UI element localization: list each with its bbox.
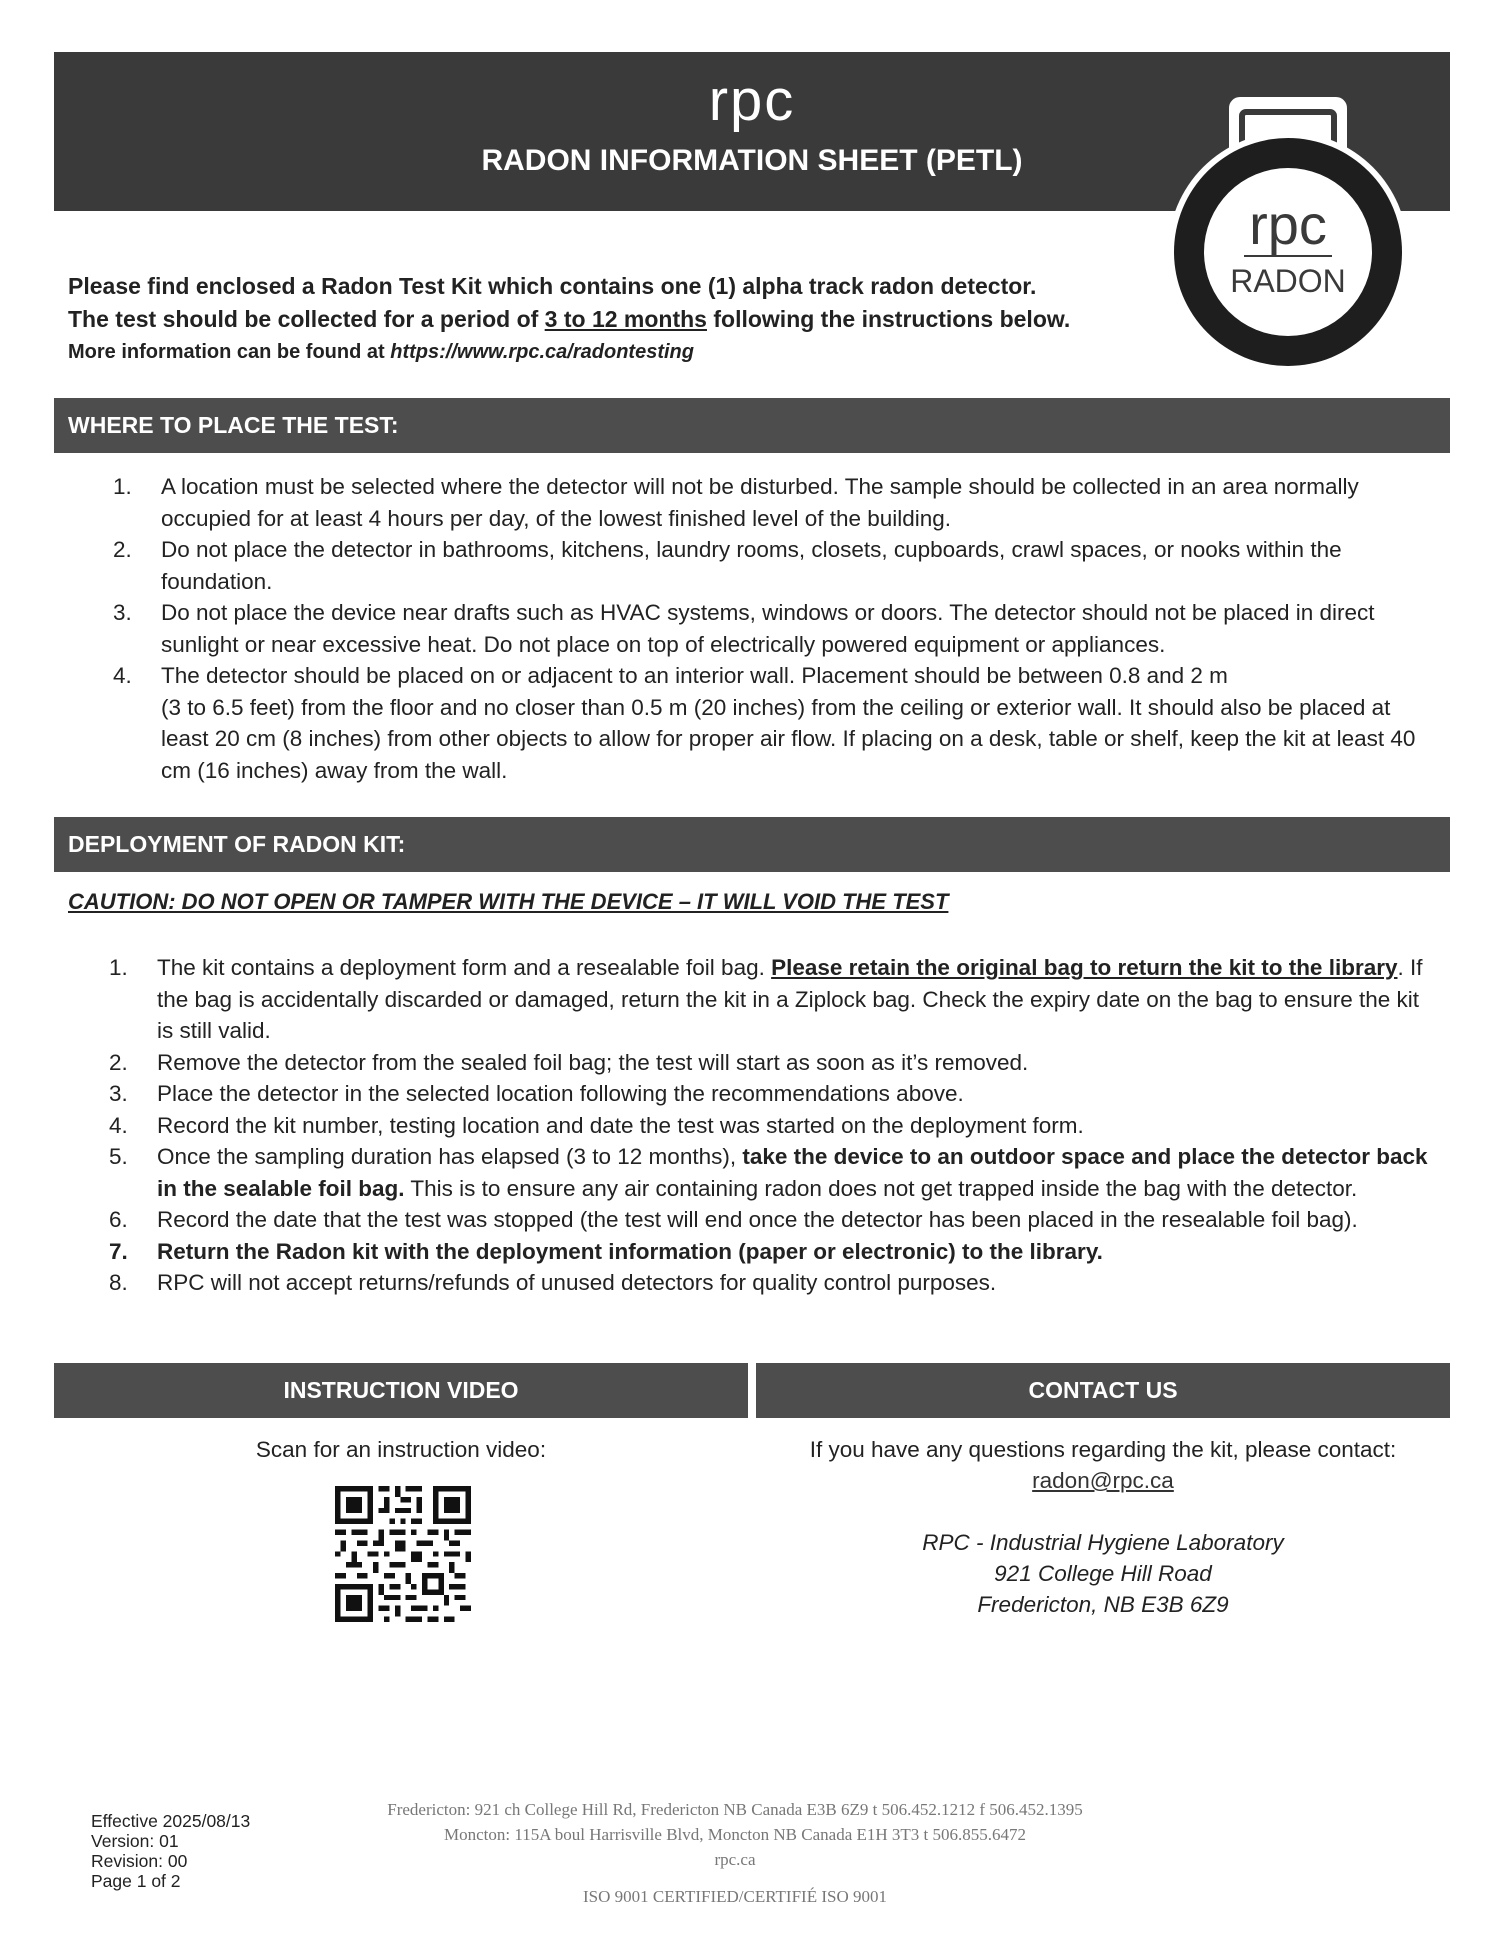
video-heading: INSTRUCTION VIDEO [54, 1363, 748, 1418]
list-item: 3. Place the detector in the selected location following the recommendations above. [109, 1081, 964, 1106]
revision: Revision: 00 [91, 1851, 188, 1871]
email-link[interactable]: radon@rpc.ca [1032, 1468, 1174, 1493]
footer-iso: ISO 9001 CERTIFIED/CERTIFIÉ ISO 9001 [583, 1887, 887, 1906]
logo-top-text: rpc [1249, 193, 1327, 256]
test-period: 3 to 12 months [544, 306, 707, 332]
list-item: 5. Once the sampling duration has elapsed (3 to 12 months), take the device to an outdoor space and place the detector back in the sealable foil bag. This is to ensure any air containing radon does not get trapped inside the bag with the detector. [109, 1144, 1428, 1201]
qr-code[interactable] [335, 1486, 471, 1622]
deployment-heading: DEPLOYMENT OF RADON KIT: [54, 817, 1450, 872]
footer-fredericton: Fredericton: 921 ch College Hill Rd, Fredericton NB Canada E3B 6Z9 t 506.452.1212 f 506.452.1395 [387, 1800, 1083, 1819]
list-item: 4. The detector should be placed on or adjacent to an interior wall. Placement should be between 0.8 and 2 m (3 to 6.5 feet) from the floor and no closer than 0.5 m (20 inches) from the ceiling or exterior wall. It should also be placed at least 20 cm (8 inches) from other objects to allow for proper air flow. If placing on a desk, table or shelf, keep the kit at least 40 cm (16 inches) away from the wall. [113, 663, 1416, 783]
intro-block [68, 270, 1168, 368]
address-line-2: 921 College Hill Road [994, 1561, 1212, 1586]
placement-heading: WHERE TO PLACE THE TEST: [54, 398, 1450, 453]
logo-bottom-text: RADON [1230, 263, 1346, 299]
contact-block [756, 1434, 1450, 1620]
list-item: 1. The kit contains a deployment form and a resealable foil bag. Please retain the original bag to return the kit to the library. If the bag is accidentally discarded or damaged, return the kit in a Ziplock bag. Check the expiry date on the bag to ensure the kit is still valid. [109, 955, 1423, 1043]
video-caption: Scan for an instruction video: [255, 1437, 547, 1462]
footer-moncton: Moncton: 115A boul Harrisville Blvd, Moncton NB Canada E1H 3T3 t 506.855.6472 [443, 1825, 1027, 1844]
effective-date: Effective 2025/08/13 [91, 1811, 251, 1831]
list-item: 2. Do not place the detector in bathrooms, kitchens, laundry rooms, closets, cupboards, crawl spaces, or nooks within the foundation. [113, 537, 1342, 594]
info-url-link[interactable]: https://www.rpc.ca/radontesting [390, 341, 694, 363]
contact-heading: CONTACT US [756, 1363, 1450, 1418]
list-item: 2. Remove the detector from the sealed foil bag; the test will start as soon as it’s removed. [109, 1049, 1029, 1075]
intro-line-3: More information can be found at https://www.rpc.ca/radontesting [68, 341, 694, 363]
page-title: RADON INFORMATION SHEET (PETL) [481, 144, 1023, 177]
caution-notice: CAUTION: DO NOT OPEN OR TAMPER WITH THE DEVICE – IT WILL VOID THE TEST [68, 889, 949, 914]
version: Version: 01 [91, 1831, 179, 1851]
list-item: 3. Do not place the device near drafts such as HVAC systems, windows or doors. The detector should not be placed in direct sunlight or near excessive heat. Do not place on top of electrically powered equipment or appliances. [113, 600, 1375, 657]
footer-website[interactable]: rpc.ca [714, 1850, 756, 1869]
placement-list [113, 471, 1441, 786]
list-item: 1. A location must be selected where the detector will not be disturbed. The sample should be collected in an area normally occupied for at least 4 hours per day, of the lowest finished level of the building. [113, 474, 1359, 531]
deployment-list [109, 952, 1440, 1299]
list-item: 7. Return the Radon kit with the deployment information (paper or electronic) to the library. [109, 1238, 1103, 1264]
intro-line-2: The test should be collected for a period of 3 to 12 months following the instructions below. [68, 306, 1071, 332]
document-control [91, 1811, 250, 1891]
address-line-1: RPC - Industrial Hygiene Laboratory [922, 1530, 1284, 1555]
address-line-3: Fredericton, NB E3B 6Z9 [977, 1592, 1229, 1617]
page-number: Page 1 of 2 [91, 1871, 181, 1891]
contact-intro: If you have any questions regarding the kit, please contact: [809, 1437, 1397, 1462]
list-item: 8. RPC will not accept returns/refunds of unused detectors for quality control purposes. [109, 1270, 997, 1295]
brand-wordmark: rpc [708, 68, 796, 133]
footer-addresses [250, 1797, 1220, 1872]
intro-line-1: Please find enclosed a Radon Test Kit which contains one (1) alpha track radon detector. [68, 273, 1037, 299]
list-item: 4. Record the kit number, testing location and date the test was started on the deployment form. [109, 1112, 1084, 1138]
rpc-radon-logo [1168, 92, 1408, 378]
list-item: 6. Record the date that the test was stopped (the test will end once the detector has been placed in the resealable foil bag). [109, 1207, 1358, 1232]
